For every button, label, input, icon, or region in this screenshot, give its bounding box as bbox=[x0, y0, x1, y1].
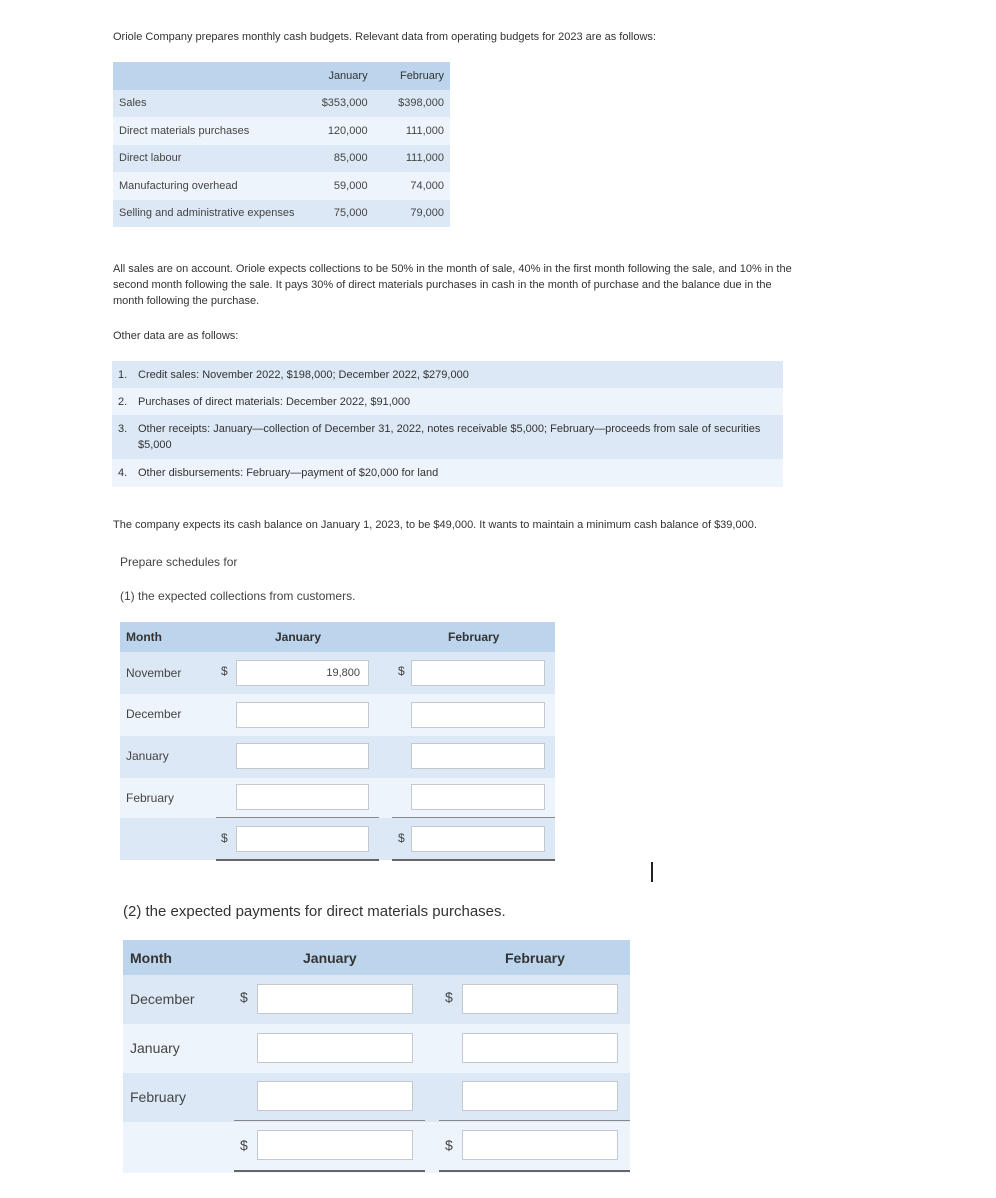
row-label: January bbox=[126, 749, 169, 763]
december-january-input[interactable] bbox=[236, 702, 369, 728]
january-column-header: January bbox=[275, 630, 322, 644]
budget-header-february: February bbox=[376, 62, 450, 90]
table-row bbox=[113, 145, 450, 173]
total-january-input[interactable] bbox=[257, 1130, 413, 1160]
february-january-input[interactable] bbox=[236, 784, 369, 810]
list-item bbox=[112, 388, 783, 415]
table-row bbox=[113, 90, 450, 118]
currency-symbol: $ bbox=[240, 989, 248, 1005]
february-column-header: February bbox=[505, 950, 565, 966]
table-row bbox=[113, 200, 450, 228]
row-label: February bbox=[130, 1089, 187, 1105]
december-january-input[interactable] bbox=[257, 984, 413, 1014]
list-text: Purchases of direct materials: December 2022, $91,000 bbox=[138, 395, 411, 408]
january-value: 59,000 bbox=[299, 172, 375, 200]
collections-schedule bbox=[120, 622, 555, 862]
total-february-input[interactable] bbox=[411, 826, 545, 852]
february-value: 111,000 bbox=[376, 145, 450, 173]
list-item bbox=[112, 361, 783, 388]
january-column-header: January bbox=[303, 950, 357, 966]
other-data-label: Other data are as follows: bbox=[113, 330, 239, 342]
row-label: Manufacturing overhead bbox=[113, 172, 299, 200]
subtotal-rule bbox=[392, 817, 555, 818]
text-cursor bbox=[651, 862, 653, 882]
january-value: 85,000 bbox=[299, 145, 375, 173]
row-label: Direct materials purchases bbox=[113, 117, 299, 145]
schedule1-header bbox=[120, 622, 555, 652]
currency-symbol: $ bbox=[221, 664, 228, 678]
budget-table bbox=[113, 62, 450, 227]
total-double-rule bbox=[439, 1170, 630, 1172]
collections-paragraph: All sales are on account. Oriole expects collections to be 50% in the month of sale, 40% in the first month following the sale, and 10% in the second month following the sale. It pays 30% of direct materials purchases in cash in the month of purchase and the balance due in the month following the purchase. bbox=[113, 263, 792, 307]
other-data-list bbox=[112, 361, 783, 487]
budget-header-row bbox=[113, 62, 450, 90]
schedule1-title: (1) the expected collections from customers. bbox=[120, 589, 356, 603]
january-value: $353,000 bbox=[299, 90, 375, 118]
november-january-input[interactable]: 19,800 bbox=[236, 660, 369, 686]
currency-symbol: $ bbox=[221, 831, 228, 845]
currency-symbol: $ bbox=[445, 989, 453, 1005]
row-label: February bbox=[126, 791, 175, 805]
list-number: 3. bbox=[118, 423, 128, 435]
list-number: 2. bbox=[118, 395, 128, 408]
february-value: 79,000 bbox=[376, 200, 450, 228]
intro-text: Oriole Company prepares monthly cash budgets. Relevant data from operating budgets for 2023 are as follows: bbox=[113, 31, 656, 43]
prepare-label: Prepare schedules for bbox=[120, 555, 238, 569]
january-january-input[interactable] bbox=[257, 1033, 413, 1063]
february-february-input[interactable] bbox=[411, 784, 545, 810]
currency-symbol: $ bbox=[398, 664, 405, 678]
subtotal-rule bbox=[439, 1120, 630, 1121]
january-february-input[interactable] bbox=[462, 1033, 618, 1063]
list-number: 1. bbox=[118, 368, 128, 381]
row-label: Direct labour bbox=[113, 145, 299, 173]
table-row bbox=[113, 117, 450, 145]
currency-symbol: $ bbox=[240, 1137, 248, 1153]
cash-balance-text: The company expects its cash balance on January 1, 2023, to be $49,000. It wants to maintain a minimum cash balance of $39,000. bbox=[113, 519, 757, 531]
total-february-input[interactable] bbox=[462, 1130, 618, 1160]
month-column-header: Month bbox=[126, 630, 162, 644]
list-text: Other receipts: January—collection of December 31, 2022, notes receivable $5,000; February—proceeds from sale of securities $5,000 bbox=[138, 423, 761, 451]
january-value: 120,000 bbox=[299, 117, 375, 145]
list-item bbox=[112, 459, 783, 487]
february-value: 111,000 bbox=[376, 117, 450, 145]
february-value: 74,000 bbox=[376, 172, 450, 200]
table-row bbox=[113, 172, 450, 200]
row-label: December bbox=[126, 707, 182, 721]
january-february-input[interactable] bbox=[411, 743, 545, 769]
total-january-input[interactable] bbox=[236, 826, 369, 852]
list-item bbox=[112, 415, 783, 459]
payments-schedule bbox=[123, 940, 630, 1174]
january-value: 75,000 bbox=[299, 200, 375, 228]
january-january-input[interactable] bbox=[236, 743, 369, 769]
subtotal-rule bbox=[216, 817, 379, 818]
currency-symbol: $ bbox=[445, 1137, 453, 1153]
november-february-input[interactable] bbox=[411, 660, 545, 686]
february-january-input[interactable] bbox=[257, 1081, 413, 1111]
total-double-rule bbox=[392, 859, 555, 861]
december-february-input[interactable] bbox=[462, 984, 618, 1014]
month-column-header: Month bbox=[130, 950, 172, 966]
subtotal-rule bbox=[234, 1120, 425, 1121]
row-label: January bbox=[130, 1040, 180, 1056]
list-number: 4. bbox=[118, 467, 128, 479]
row-label: Sales bbox=[113, 90, 299, 118]
list-text: Other disbursements: February—payment of $20,000 for land bbox=[138, 467, 439, 479]
schedule2-header bbox=[123, 940, 630, 975]
total-double-rule bbox=[234, 1170, 425, 1172]
budget-header-january: January bbox=[299, 62, 375, 90]
schedule2-title: (2) the expected payments for direct materials purchases. bbox=[123, 903, 506, 920]
total-double-rule bbox=[216, 859, 379, 861]
row-label: November bbox=[126, 666, 182, 680]
february-february-input[interactable] bbox=[462, 1081, 618, 1111]
list-text: Credit sales: November 2022, $198,000; December 2022, $279,000 bbox=[138, 368, 469, 381]
february-column-header: February bbox=[448, 630, 500, 644]
december-february-input[interactable] bbox=[411, 702, 545, 728]
february-value: $398,000 bbox=[376, 90, 450, 118]
currency-symbol: $ bbox=[398, 831, 405, 845]
row-label: December bbox=[130, 991, 195, 1007]
row-label: Selling and administrative expenses bbox=[113, 200, 299, 228]
